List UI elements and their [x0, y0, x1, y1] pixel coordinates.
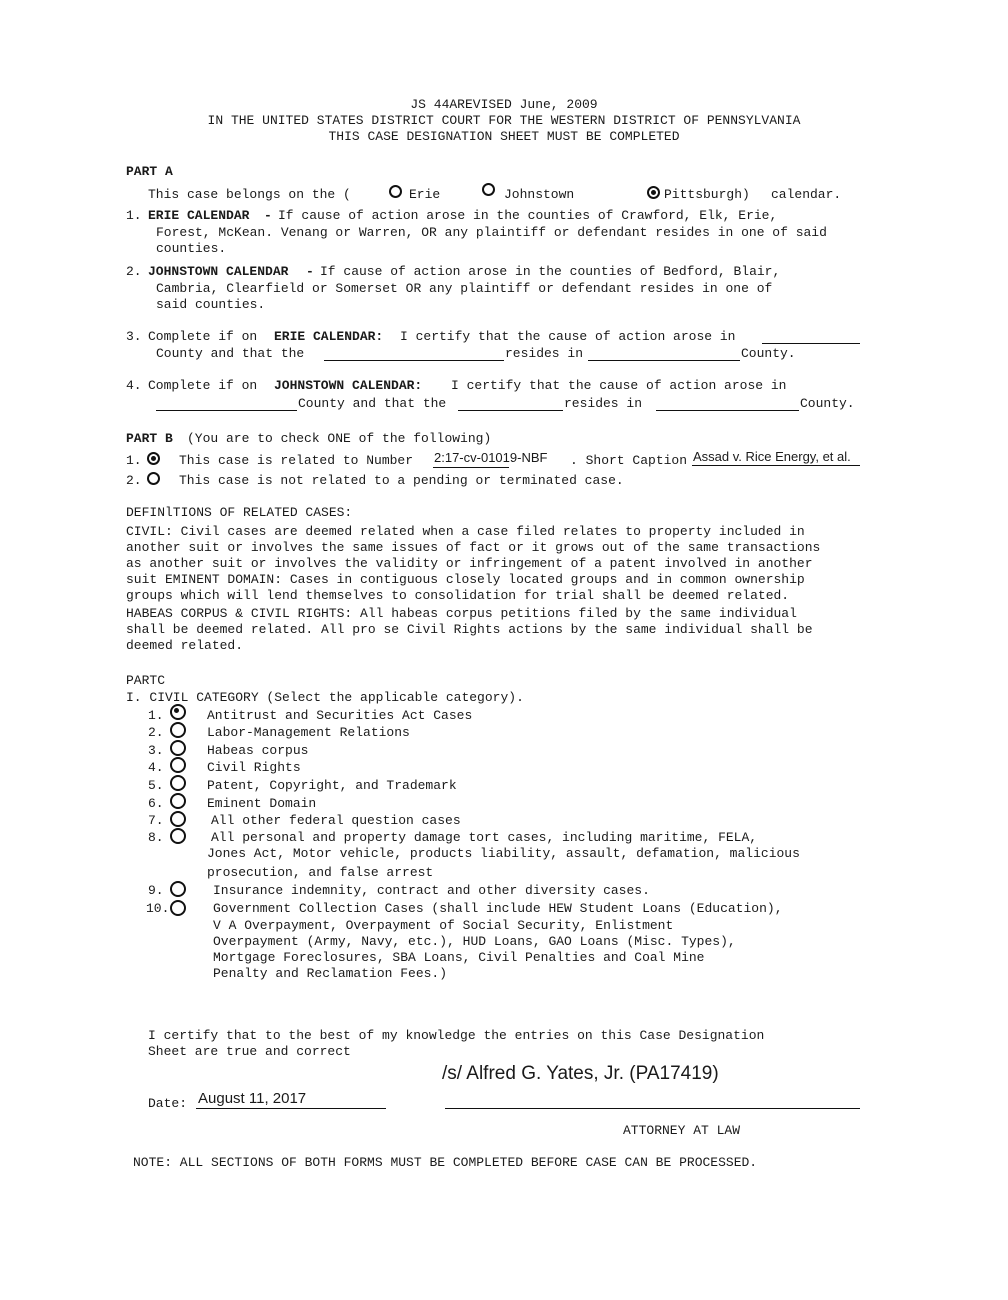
radio-category-labor[interactable] — [170, 722, 186, 738]
radio-erie[interactable] — [389, 185, 402, 198]
category-number: 3. — [148, 743, 164, 758]
johnstown-county-field[interactable] — [156, 410, 297, 411]
category-label: Insurance indemnity, contract and other diversity cases. — [213, 883, 650, 898]
category-label: Habeas corpus — [207, 743, 309, 758]
category-label-cont: Jones Act, Motor vehicle, products liability, assault, defamation, malicious — [207, 846, 800, 861]
item-1-line3: counties. — [156, 241, 227, 256]
date-value[interactable]: August 11, 2017 — [198, 1090, 307, 1107]
form-instruction: THIS CASE DESIGNATION SHEET MUST BE COMPLETED — [328, 129, 680, 144]
short-caption-line — [692, 465, 860, 466]
processing-note: NOTE: ALL SECTIONS OF BOTH FORMS MUST BE COMPLETED BEFORE CASE CAN BE PROCESSED. — [133, 1155, 758, 1170]
category-number: 2. — [148, 725, 164, 740]
item-4-prefix: Complete if on — [148, 378, 258, 393]
category-label-cont: Mortgage Foreclosures, SBA Loans, Civil Penalties and Coal Mine — [213, 950, 705, 965]
part-b-opt1-text: This case is related to Number — [179, 453, 414, 468]
category-label: Civil Rights — [207, 760, 301, 775]
category-label: All personal and property damage tort cases, including maritime, FELA, — [211, 830, 758, 845]
short-caption-value[interactable]: Assad v. Rice Energy, et al. — [693, 449, 851, 464]
category-label: Eminent Domain — [207, 796, 317, 811]
category-number: 1. — [148, 708, 164, 723]
definitions-line: another suit or involves the same issues of fact or it grows out of the same transactions — [126, 540, 821, 555]
item-1-dash: - — [264, 208, 272, 223]
radio-category-patent[interactable] — [170, 775, 186, 791]
part-c-heading: PARTC — [126, 673, 166, 688]
item-3-erie-title: ERIE CALENDAR: — [274, 329, 384, 344]
category-label-cont: Penalty and Reclamation Fees.) — [213, 966, 448, 981]
item-4-line1: I certify that the cause of action arose in — [451, 378, 787, 393]
item-4-resides-label: resides in — [564, 396, 643, 411]
category-label-cont: prosecution, and false arrest — [207, 865, 434, 880]
item-3-line1: I certify that the cause of action arose in — [400, 329, 736, 344]
related-case-number-line — [433, 467, 509, 468]
johnstown-calendar-title: JOHNSTOWN CALENDAR — [148, 264, 289, 279]
erie-resident-field[interactable] — [324, 360, 504, 361]
definitions-line: suit EMINENT DOMAIN: Cases in contiguous closely located groups and in common ownership — [126, 572, 805, 587]
item-3-prefix: Complete if on — [148, 329, 258, 344]
item-2-line1: If cause of action arose in the counties of Bedford, Blair, — [320, 264, 781, 279]
radio-pittsburgh[interactable] — [647, 186, 660, 199]
item-4-county-suffix: County. — [800, 396, 855, 411]
radio-category-federal-question[interactable] — [170, 811, 186, 827]
definitions-line: HABEAS CORPUS & CIVIL RIGHTS: All habeas corpus petitions filed by the same individual — [126, 606, 797, 621]
radio-category-habeas[interactable] — [170, 740, 186, 756]
category-label: Government Collection Cases (shall include HEW Student Loans (Education), — [213, 901, 783, 916]
item-4-johnstown-title: JOHNSTOWN CALENDAR: — [274, 378, 423, 393]
johnstown-resident-field[interactable] — [458, 410, 563, 411]
item-2-dash: - — [306, 264, 314, 279]
calendar-suffix: calendar. — [771, 187, 842, 202]
certification-line1: I certify that to the best of my knowledge the entries on this Case Designation — [148, 1028, 765, 1043]
signature-line — [445, 1108, 860, 1109]
date-line — [196, 1108, 386, 1109]
radio-johnstown[interactable] — [482, 183, 495, 196]
attorney-signature[interactable]: /s/ Alfred G. Yates, Jr. (PA17419) — [442, 1063, 719, 1084]
radio-not-related[interactable] — [147, 472, 160, 485]
definitions-line: as another suit or involves the validity or infringement of a patent involved in another — [126, 556, 813, 571]
calendar-prefix: This case belongs on the ( — [148, 187, 351, 202]
item-4-number: 4. — [126, 378, 142, 393]
erie-calendar-title: ERIE CALENDAR — [148, 208, 250, 223]
category-label: Antitrust and Securities Act Cases — [207, 708, 473, 723]
johnstown-resides-county-field[interactable] — [656, 410, 799, 411]
option-johnstown-label: Johnstown — [504, 187, 575, 202]
part-b-opt2-text: This case is not related to a pending or terminated case. — [179, 473, 624, 488]
erie-resides-county-field[interactable] — [588, 360, 740, 361]
certification-line2: Sheet are true and correct — [148, 1044, 351, 1059]
option-pittsburgh-label: Pittsburgh) — [664, 187, 750, 202]
part-b-opt1-number: 1. — [126, 453, 142, 468]
attorney-title: ATTORNEY AT LAW — [623, 1123, 741, 1138]
definitions-line: groups which will lend themselves to consolidation for trial shall be deemed related. — [126, 588, 790, 603]
category-number: 9. — [148, 883, 164, 898]
item-2-line3: said counties. — [156, 297, 266, 312]
part-b-heading: PART B — [126, 431, 173, 446]
item-1-number: 1. — [126, 208, 142, 223]
definitions-line: deemed related. — [126, 638, 244, 653]
radio-category-eminent-domain[interactable] — [170, 793, 186, 809]
category-label: Labor-Management Relations — [207, 725, 410, 740]
court-title: IN THE UNITED STATES DISTRICT COURT FOR THE WESTERN DISTRICT OF PENNSYLVANIA — [207, 113, 801, 128]
radio-category-government-collection[interactable] — [170, 900, 186, 916]
radio-category-tort[interactable] — [170, 828, 186, 844]
definitions-heading: DEFINlTIONS OF RELATED CASES: — [126, 505, 353, 520]
part-a-heading: PART A — [126, 164, 173, 179]
item-2-number: 2. — [126, 264, 142, 279]
date-label: Date: — [148, 1096, 188, 1111]
short-caption-label: . Short Caption — [570, 453, 688, 468]
category-number: 5. — [148, 778, 164, 793]
item-3-county-label: County and that the — [156, 346, 305, 361]
option-erie-label: Erie — [409, 187, 441, 202]
radio-category-diversity[interactable] — [170, 881, 186, 897]
item-1-line2: Forest, McKean. Venang or Warren, OR any plaintiff or defendant resides in one of said — [156, 225, 827, 240]
category-label: All other federal question cases — [211, 813, 461, 828]
category-number: 4. — [148, 760, 164, 775]
category-number: 10. — [146, 901, 170, 916]
form-code: JS 44AREVISED June, 2009 — [410, 97, 598, 112]
category-number: 7. — [148, 813, 164, 828]
category-label-cont: V A Overpayment, Overpayment of Social Security, Enlistment — [213, 918, 674, 933]
category-label: Patent, Copyright, and Trademark — [207, 778, 457, 793]
item-3-number: 3. — [126, 329, 142, 344]
category-label-cont: Overpayment (Army, Navy, etc.), HUD Loans, GAO Loans (Misc. Types), — [213, 934, 736, 949]
part-b-opt2-number: 2. — [126, 473, 142, 488]
radio-category-antitrust[interactable] — [170, 704, 186, 720]
radio-related[interactable] — [147, 452, 160, 465]
part-b-instruction: (You are to check ONE of the following) — [187, 431, 492, 446]
erie-county-field[interactable] — [762, 343, 860, 344]
item-3-resides-label: resides in — [505, 346, 584, 361]
item-2-line2: Cambria, Clearfield or Somerset OR any plaintiff or defendant resides in one of — [156, 281, 773, 296]
item-3-county-suffix: County. — [741, 346, 796, 361]
category-number: 8. — [148, 830, 164, 845]
definitions-line: shall be deemed related. All pro se Civil Rights actions by the same individual shall be — [126, 622, 813, 637]
civil-category-title: I. CIVIL CATEGORY (Select the applicable category). — [126, 690, 524, 705]
category-number: 6. — [148, 796, 164, 811]
item-4-county-label: County and that the — [298, 396, 447, 411]
item-1-line1: If cause of action arose in the counties of Crawford, Elk, Erie, — [278, 208, 778, 223]
radio-category-civil-rights[interactable] — [170, 757, 186, 773]
related-case-number[interactable]: 2:17-cv-01019-NBF — [434, 450, 548, 465]
definitions-line: CIVIL: Civil cases are deemed related when a case filed relates to property included in — [126, 524, 805, 539]
